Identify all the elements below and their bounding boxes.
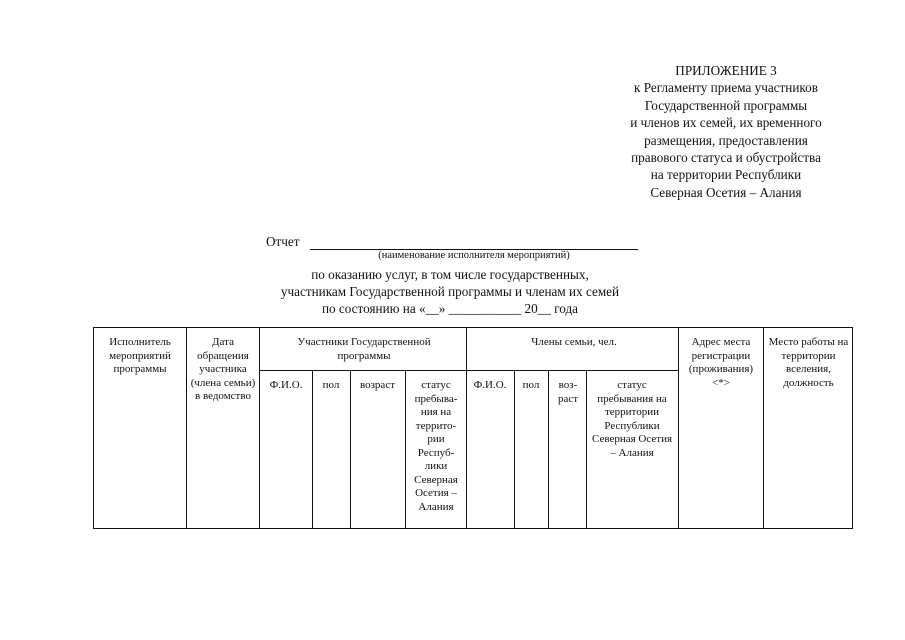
report-title: Отчет: [266, 234, 300, 249]
table-divider: [405, 370, 406, 528]
participant-fio: Ф.И.О.: [269, 379, 303, 391]
header-participants: Участники Государственной программы: [297, 336, 431, 362]
report-note: (наименование исполнителя мероприятий): [378, 250, 570, 261]
appendix-line: ПРИЛОЖЕНИЕ 3: [675, 63, 777, 78]
appendix-line: Северная Осетия – Алания: [650, 184, 802, 200]
header-executor: Исполнитель мероприятий программы: [109, 336, 171, 375]
appendix-line: размещения, предоставления: [644, 132, 808, 148]
family-fio: Ф.И.О.: [473, 379, 507, 391]
appendix-line: к Регламенту приема участников: [634, 80, 818, 96]
appendix-line: на территории Республики: [650, 167, 802, 183]
report-line-text: по оказанию услуг, в том числе государственных,: [311, 267, 589, 282]
header-family: Члены семьи, чел.: [531, 336, 617, 348]
table-divider: [763, 328, 764, 528]
report-table: [93, 327, 853, 529]
table-divider: [548, 370, 549, 528]
participant-sex: пол: [322, 379, 340, 391]
header-workplace: Место работы на территории вселения, должность: [768, 336, 849, 389]
participant-status: статус пребыва-ния на террито-рии Респуб-лики Северная Осетия – Алания: [414, 379, 458, 513]
participant-age: возраст: [359, 379, 396, 391]
header-address: Адрес места регистрации (проживания) <*>: [688, 336, 754, 389]
family-age: воз-раст: [557, 379, 579, 405]
table-divider: [312, 370, 313, 528]
appendix-line: Государственной программы: [644, 97, 808, 113]
report-line-text: по состоянию на «__» ___________ 20__ года: [321, 301, 579, 316]
header-date: Дата обращения участника (члена семьи) в ведомство: [190, 336, 256, 402]
report-subtitle: [240, 266, 660, 317]
appendix-line: правового статуса и обустройства: [631, 150, 821, 166]
table-divider: [678, 328, 679, 528]
table-divider: [586, 370, 587, 528]
appendix-line: и членов их семей, их временного: [630, 115, 822, 131]
table-divider: [186, 328, 187, 528]
table-divider: [466, 328, 467, 528]
table-divider: [514, 370, 515, 528]
table-divider: [350, 370, 351, 528]
family-sex: пол: [522, 379, 540, 391]
appendix-block: [590, 62, 862, 201]
report-line-text: участникам Государственной программы и членам их семей: [280, 284, 620, 299]
table-divider: [259, 370, 678, 371]
family-status: статус пребывания на территории Республики Северная Осетия – Алания: [591, 379, 673, 459]
table-divider: [259, 328, 260, 528]
